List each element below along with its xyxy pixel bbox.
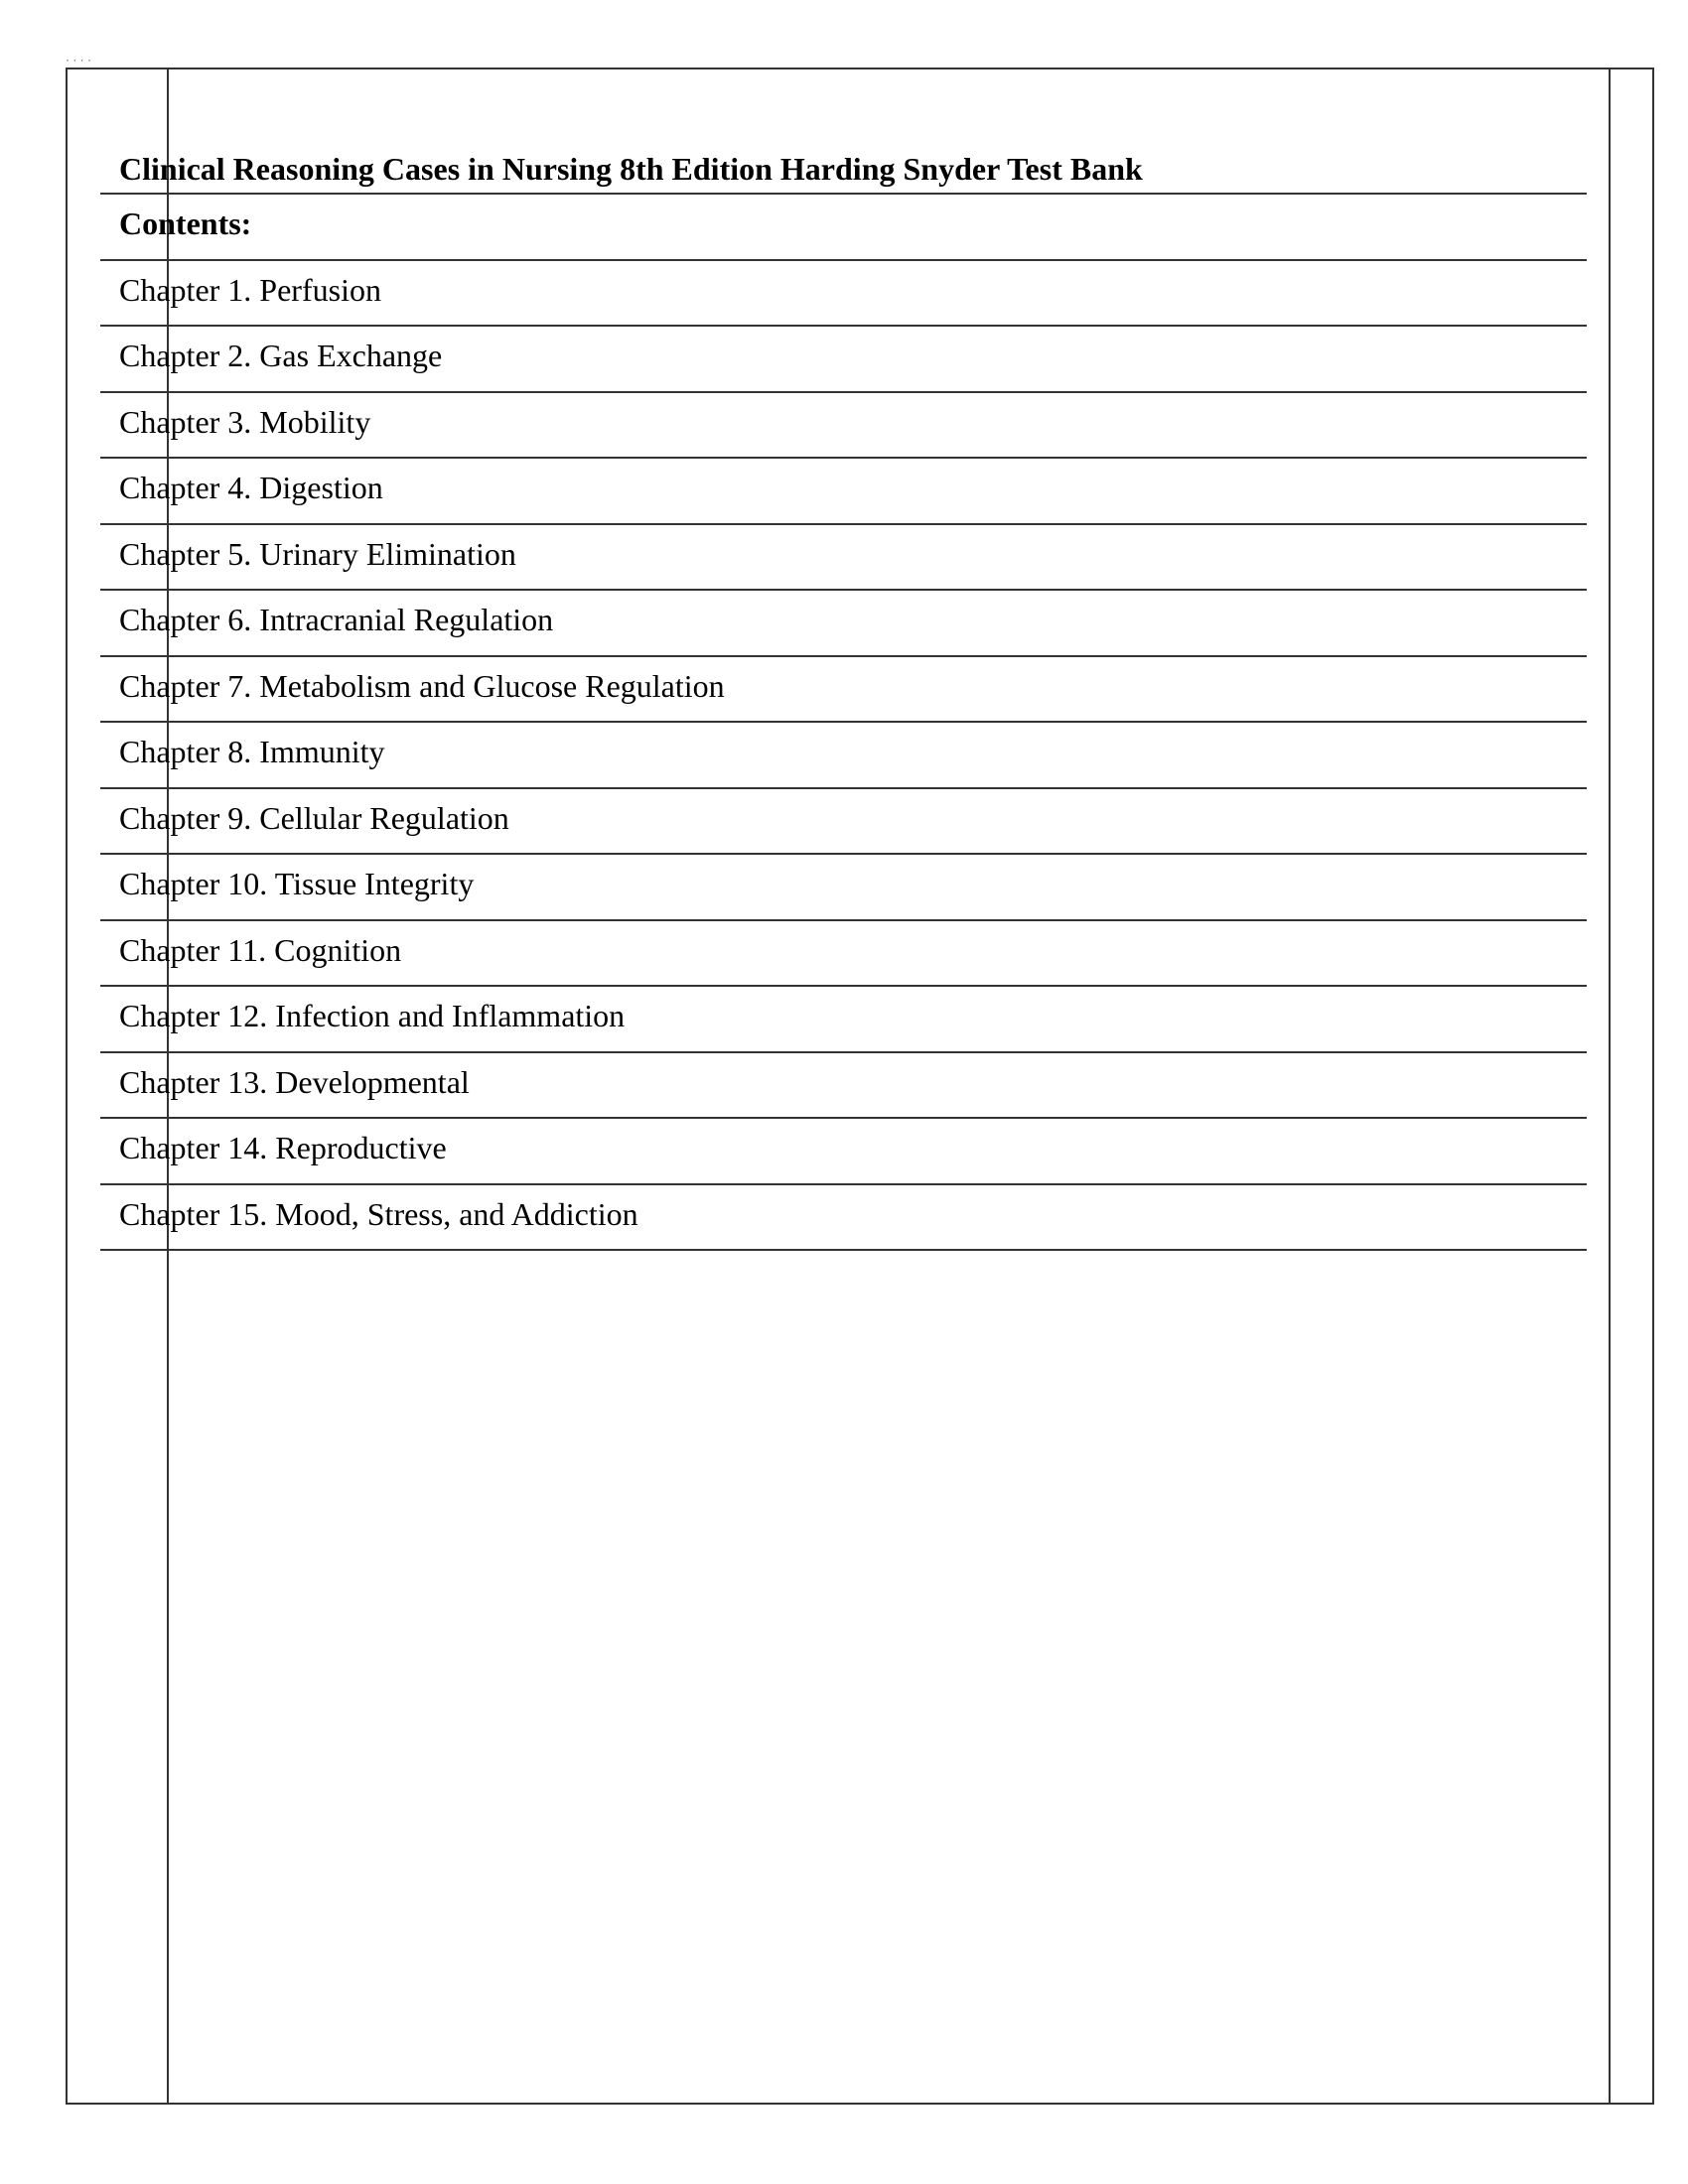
table-row bbox=[100, 391, 1587, 458]
chapter-8-entry: Chapter 8. Immunity bbox=[119, 734, 385, 769]
table-row bbox=[100, 1051, 1587, 1118]
contents-heading-row bbox=[100, 193, 1587, 259]
chapter-10-entry: Chapter 10. Tissue Integrity bbox=[119, 866, 475, 901]
chapter-14-entry: Chapter 14. Reproductive bbox=[119, 1130, 447, 1165]
table-row bbox=[100, 589, 1587, 655]
chapter-5-entry: Chapter 5. Urinary Elimination bbox=[119, 535, 516, 572]
chapter-15-entry: Chapter 15. Mood, Stress, and Addiction bbox=[119, 1195, 638, 1232]
table-row bbox=[100, 457, 1587, 523]
table-row bbox=[100, 787, 1587, 854]
chapter-13-entry: Chapter 13. Developmental bbox=[119, 1063, 470, 1100]
page-mark: · · · · bbox=[66, 53, 91, 67]
table-row bbox=[100, 919, 1587, 986]
table-row bbox=[100, 1183, 1587, 1252]
chapter-12-entry: Chapter 12. Infection and Inflammation bbox=[119, 998, 626, 1033]
table-row bbox=[100, 985, 1587, 1051]
chapter-2-entry: Chapter 2. Gas Exchange bbox=[119, 338, 443, 373]
table-row bbox=[100, 523, 1587, 590]
right-margin-rule bbox=[1609, 69, 1611, 2103]
document-title: Clinical Reasoning Cases in Nursing 8th Edition Harding Snyder Test Bank bbox=[119, 151, 1143, 187]
contents-table bbox=[100, 193, 1587, 1251]
table-row bbox=[100, 853, 1587, 919]
chapter-3-entry: Chapter 3. Mobility bbox=[119, 403, 371, 440]
table-row bbox=[100, 1117, 1587, 1183]
chapter-9-entry: Chapter 9. Cellular Regulation bbox=[119, 799, 509, 836]
table-row bbox=[100, 325, 1587, 391]
contents-heading: Contents: bbox=[119, 205, 252, 241]
chapter-6-entry: Chapter 6. Intracranial Regulation bbox=[119, 602, 554, 637]
chapter-1-entry: Chapter 1. Perfusion bbox=[119, 271, 381, 308]
table-row bbox=[100, 721, 1587, 787]
table-row bbox=[100, 259, 1587, 326]
table-row bbox=[100, 655, 1587, 722]
chapter-7-entry: Chapter 7. Metabolism and Glucose Regulation bbox=[119, 667, 725, 704]
chapter-4-entry: Chapter 4. Digestion bbox=[119, 470, 383, 505]
chapter-11-entry: Chapter 11. Cognition bbox=[119, 931, 402, 968]
